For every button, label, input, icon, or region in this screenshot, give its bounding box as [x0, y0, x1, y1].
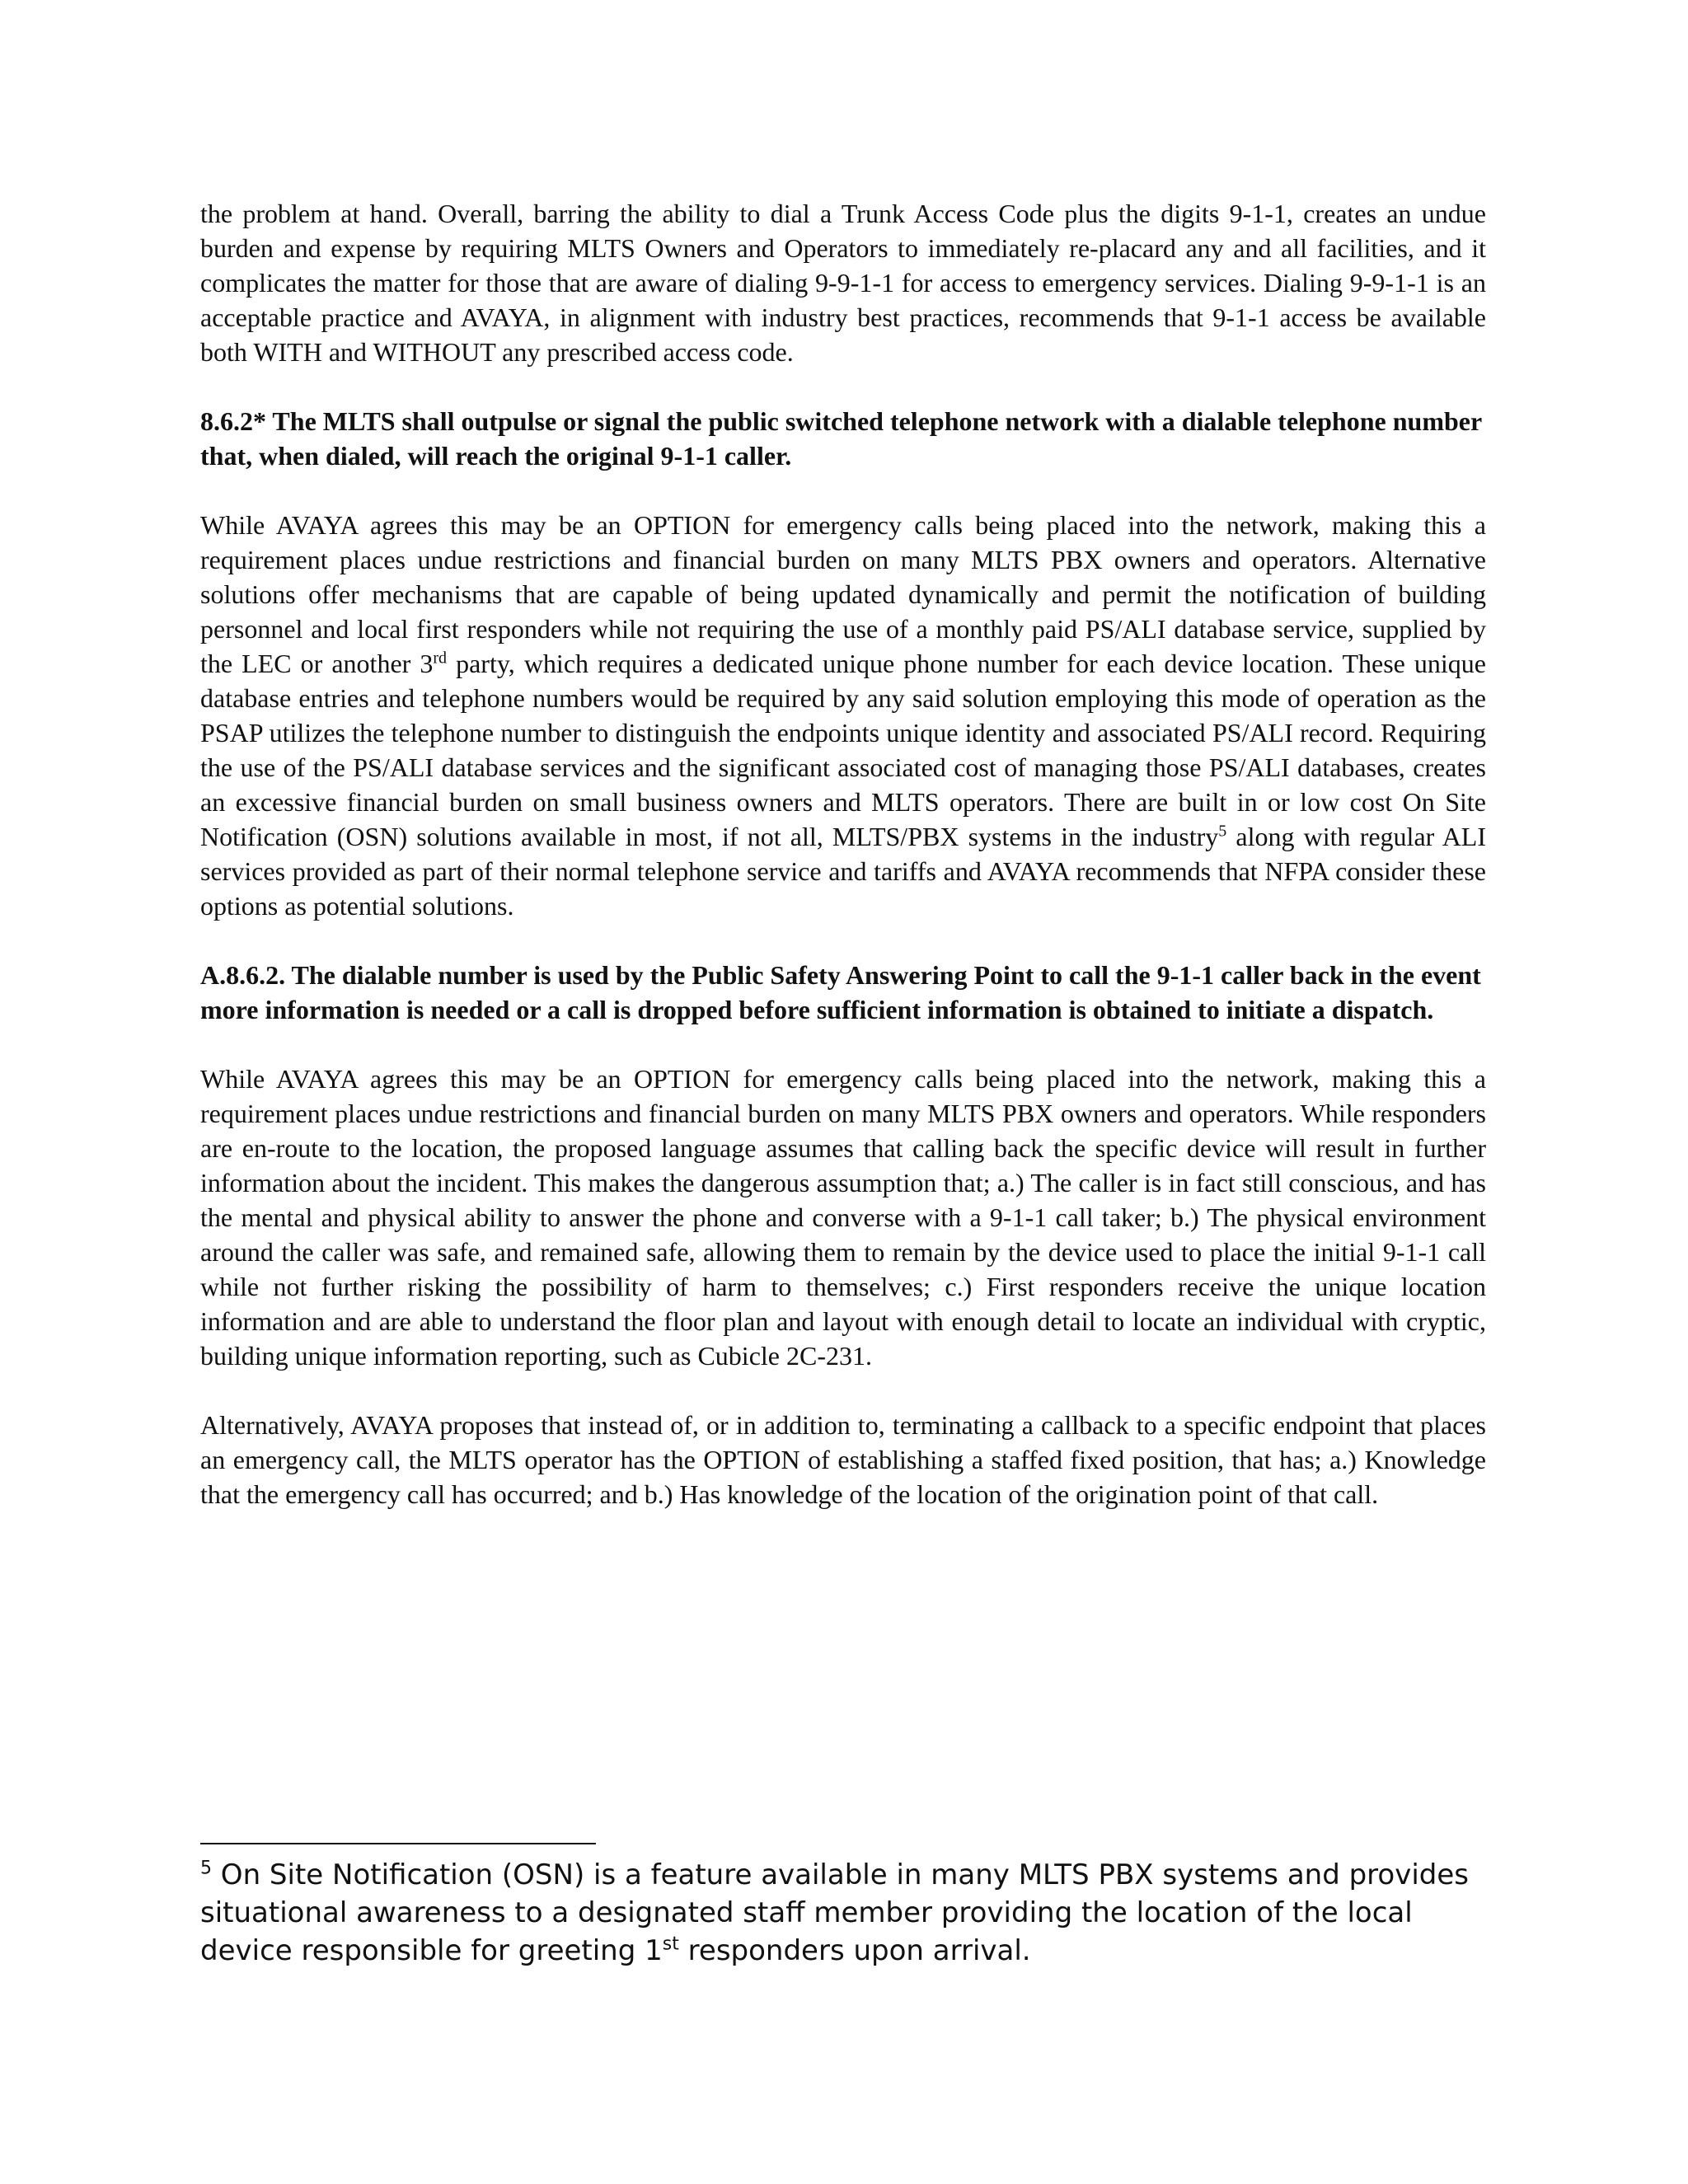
paragraph-text: party, which requires a dedicated unique phone number for each device location. These unique database entries and telephone numbers would be required by any said solution employing this mode of operation as the PSAP utilizes the telephone number to distinguish the endpoints unique identity and associated PS/ALI record. Requiring the use of the PS/ALI database services and the significant associated cost of managing those PS/ALI databases, creates an excessive financial burden on small business owners and MLTS operators. There are built in or low cost On Site Notification (OSN) solutions available in most, if not all, MLTS/PBX systems in the industry	[200, 649, 1486, 851]
footnote-5	[200, 1856, 1486, 1970]
footnote-text: responders upon arrival.	[678, 1934, 1031, 1967]
footnote-separator	[200, 1843, 596, 1844]
footnote-number: 5	[200, 1858, 212, 1879]
section-heading-8-6-2: 8.6.2* The MLTS shall outpulse or signal the public switched telephone network with a dialable telephone number that, when dialed, will reach the original 9-1-1 caller.	[200, 406, 1482, 471]
paragraph-a-8-6-2-response: While AVAYA agrees this may be an OPTION for emergency calls being placed into the network, making this a requirement places undue restrictions and financial burden on many MLTS PBX owners and operators. While responders are en-route to the location, the proposed language assumes that calling back the specific device will result in further information about the incident. This makes the dangerous assumption that; a.) The caller is in fact still conscious, and has the mental and physical ability to answer the phone and converse with a 9-1-1 call taker; b.) The physical environment around the caller was safe, and remained safe, allowing them to remain by the device used to place the initial 9-1-1 call while not further risking the possibility of harm to themselves; c.) First responders receive the unique location information and are able to understand the floor plan and layout with enough detail to locate an individual with cryptic, building unique information reporting, such as Cubicle 2C-231.	[200, 1064, 1486, 1371]
paragraph-text: While AVAYA agrees this may be an OPTION for emergency calls being placed into the network, making this a requirement places undue restrictions and financial burden on many MLTS PBX owners and operators. Alternative solutions offer mechanisms that are capable of being updated dynamically and permit the notification of building personnel and local first responders while not requiring the use of a monthly paid PS/ALI database service, supplied by the LEC or another 3	[200, 510, 1486, 678]
ordinal-superscript: rd	[433, 649, 448, 668]
section-heading-a-8-6-2: A.8.6.2. The dialable number is used by the Public Safety Answering Point to call the 9-1-1 caller back in the event more information is needed or a call is dropped before sufficient information is obtained to initiate a dispatch.	[200, 960, 1481, 1024]
footnote-reference[interactable]: 5	[1218, 822, 1227, 841]
paragraph-text: along with regular ALI services provided as part of their normal telephone service and tariffs and AVAYA recommends that NFPA consider these options as potential solutions.	[200, 822, 1487, 921]
paragraph-alternative-proposal: Alternatively, AVAYA proposes that instead of, or in addition to, terminating a callback to a specific endpoint that places an emergency call, the MLTS operator has the OPTION of establishing a staffed fixed position, that has; a.) Knowledge that the emergency call has occurred; and b.) Has knowledge of the location of the origination point of that call.	[200, 1410, 1486, 1509]
ordinal-superscript: st	[662, 1933, 679, 1955]
footnote-text: On Site Notification (OSN) is a feature available in many MLTS PBX systems and provides situational awareness to a designated staff member providing the location of the local device responsible for greeting 1	[200, 1858, 1469, 1967]
document-body	[200, 196, 1486, 1511]
paragraph-8-6-2-response	[200, 508, 1486, 923]
intro-paragraph: the problem at hand. Overall, barring the ability to dial a Trunk Access Code plus the digits 9-1-1, creates an undue burden and expense by requiring MLTS Owners and Operators to immediately re-placard any and all facilities, and it complicates the matter for those that are aware of dialing 9-9-1-1 for access to emergency services. Dialing 9-9-1-1 is an acceptable practice and AVAYA, in alignment with industry best practices, recommends that 9-1-1 access be available both WITH and WITHOUT any prescribed access code.	[200, 199, 1486, 367]
